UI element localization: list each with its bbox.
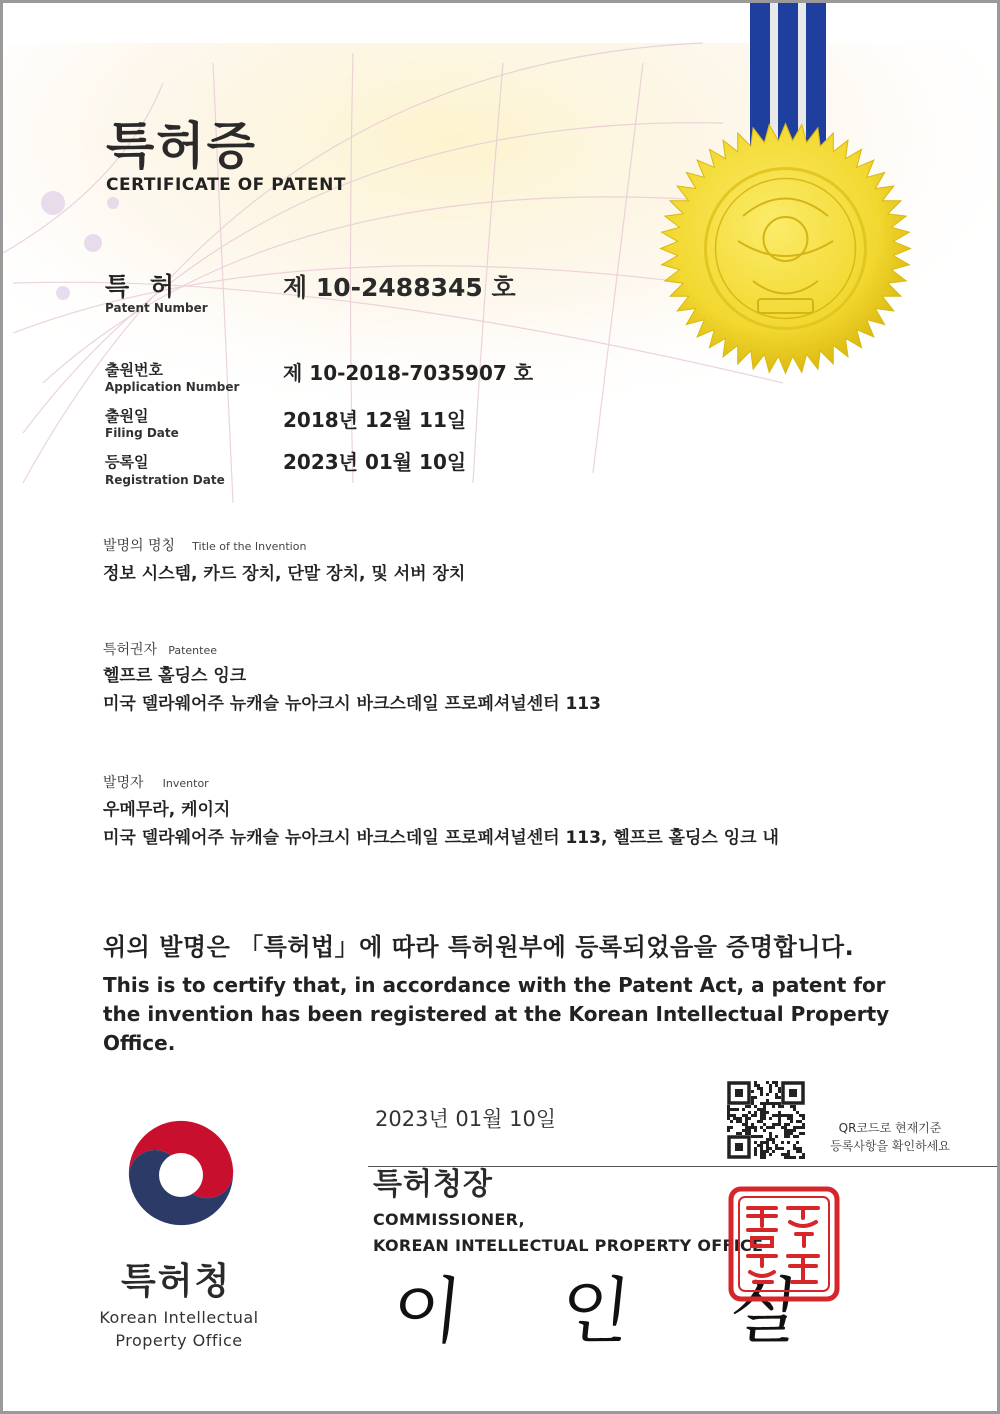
invention-label-en: Title of the Invention	[192, 540, 307, 553]
kipo-logo-icon	[121, 1117, 241, 1232]
gold-seal	[658, 121, 913, 376]
certification-text-ko: 위의 발명은 「특허법」에 따라 특허원부에 등록되었음을 증명합니다.	[103, 933, 855, 961]
patent-number-value: 제 10-2488345 호	[283, 273, 516, 302]
inventor-address: 미국 델라웨어주 뉴캐슬 뉴아크시 바크스데일 프로페셔널센터 113, 헬프르 홀딩스 잉크 내	[103, 828, 779, 848]
inventor-heading	[103, 772, 209, 792]
patentee-address: 미국 델라웨어주 뉴캐슬 뉴아크시 바크스데일 프로페셔널센터 113	[103, 694, 601, 714]
application-number-label-ko: 출원번호	[105, 361, 163, 379]
patentee-label-ko: 특허권자	[103, 642, 158, 658]
filing-date-label-ko: 출원일	[105, 407, 149, 425]
office-name-ko: 특허청	[121, 1261, 232, 1302]
patentee-label-en: Patentee	[168, 644, 217, 657]
qr-note-line1: QR코드로 현재기준	[838, 1121, 942, 1135]
invention-title: 정보 시스템, 카드 장치, 단말 장치, 및 서버 장치	[103, 564, 466, 584]
patentee-heading	[103, 639, 217, 659]
commissioner-line1: COMMISSIONER,	[373, 1210, 525, 1229]
commissioner-line2: KOREAN INTELLECTUAL PROPERTY OFFICE	[373, 1236, 764, 1255]
registration-date-label-ko: 등록일	[105, 453, 149, 471]
filing-date-label-en: Filing Date	[105, 426, 179, 440]
qr-code[interactable]	[727, 1081, 805, 1159]
qr-note	[815, 1119, 965, 1155]
certification-text-en: This is to certify that, in accordance with the Patent Act, a patent for the invention has been registered at the Korean Intellectual Property Office.	[103, 973, 890, 1055]
title-english: CERTIFICATE OF PATENT	[106, 175, 346, 195]
application-number-value: 제 10-2018-7035907 호	[283, 361, 534, 385]
invention-heading	[103, 535, 306, 555]
inventor-label-en: Inventor	[162, 777, 209, 790]
inventor-name: 우메무라, 케이지	[103, 800, 231, 820]
commissioner-signature: 이 인 실	[387, 1269, 842, 1353]
office-name-en	[89, 1306, 269, 1352]
invention-label-ko: 발명의 명칭	[103, 538, 176, 554]
registration-date-label-en: Registration Date	[105, 473, 225, 487]
issue-date: 2023년 01월 10일	[375, 1107, 557, 1131]
patent-number-label-en: Patent Number	[105, 301, 208, 315]
patentee-name: 헬프르 홀딩스 잉크	[103, 666, 247, 686]
commissioner-title-en	[373, 1207, 763, 1259]
title-korean: 특허증	[106, 117, 257, 175]
qr-note-line2: 등록사항을 확인하세요	[830, 1139, 950, 1153]
office-name-en-line1: Korean Intellectual	[99, 1308, 259, 1327]
patent-number-label-ko: 특 허	[105, 272, 181, 301]
registration-date-value: 2023년 01월 10일	[283, 450, 467, 474]
inventor-label-ko: 발명자	[103, 775, 144, 791]
office-name-en-line2: Property Office	[115, 1331, 243, 1350]
application-number-label-en: Application Number	[105, 380, 240, 394]
official-seal-stamp	[728, 1186, 840, 1302]
commissioner-title-ko: 특허청장	[373, 1167, 493, 1202]
filing-date-value: 2018년 12월 11일	[283, 408, 467, 432]
